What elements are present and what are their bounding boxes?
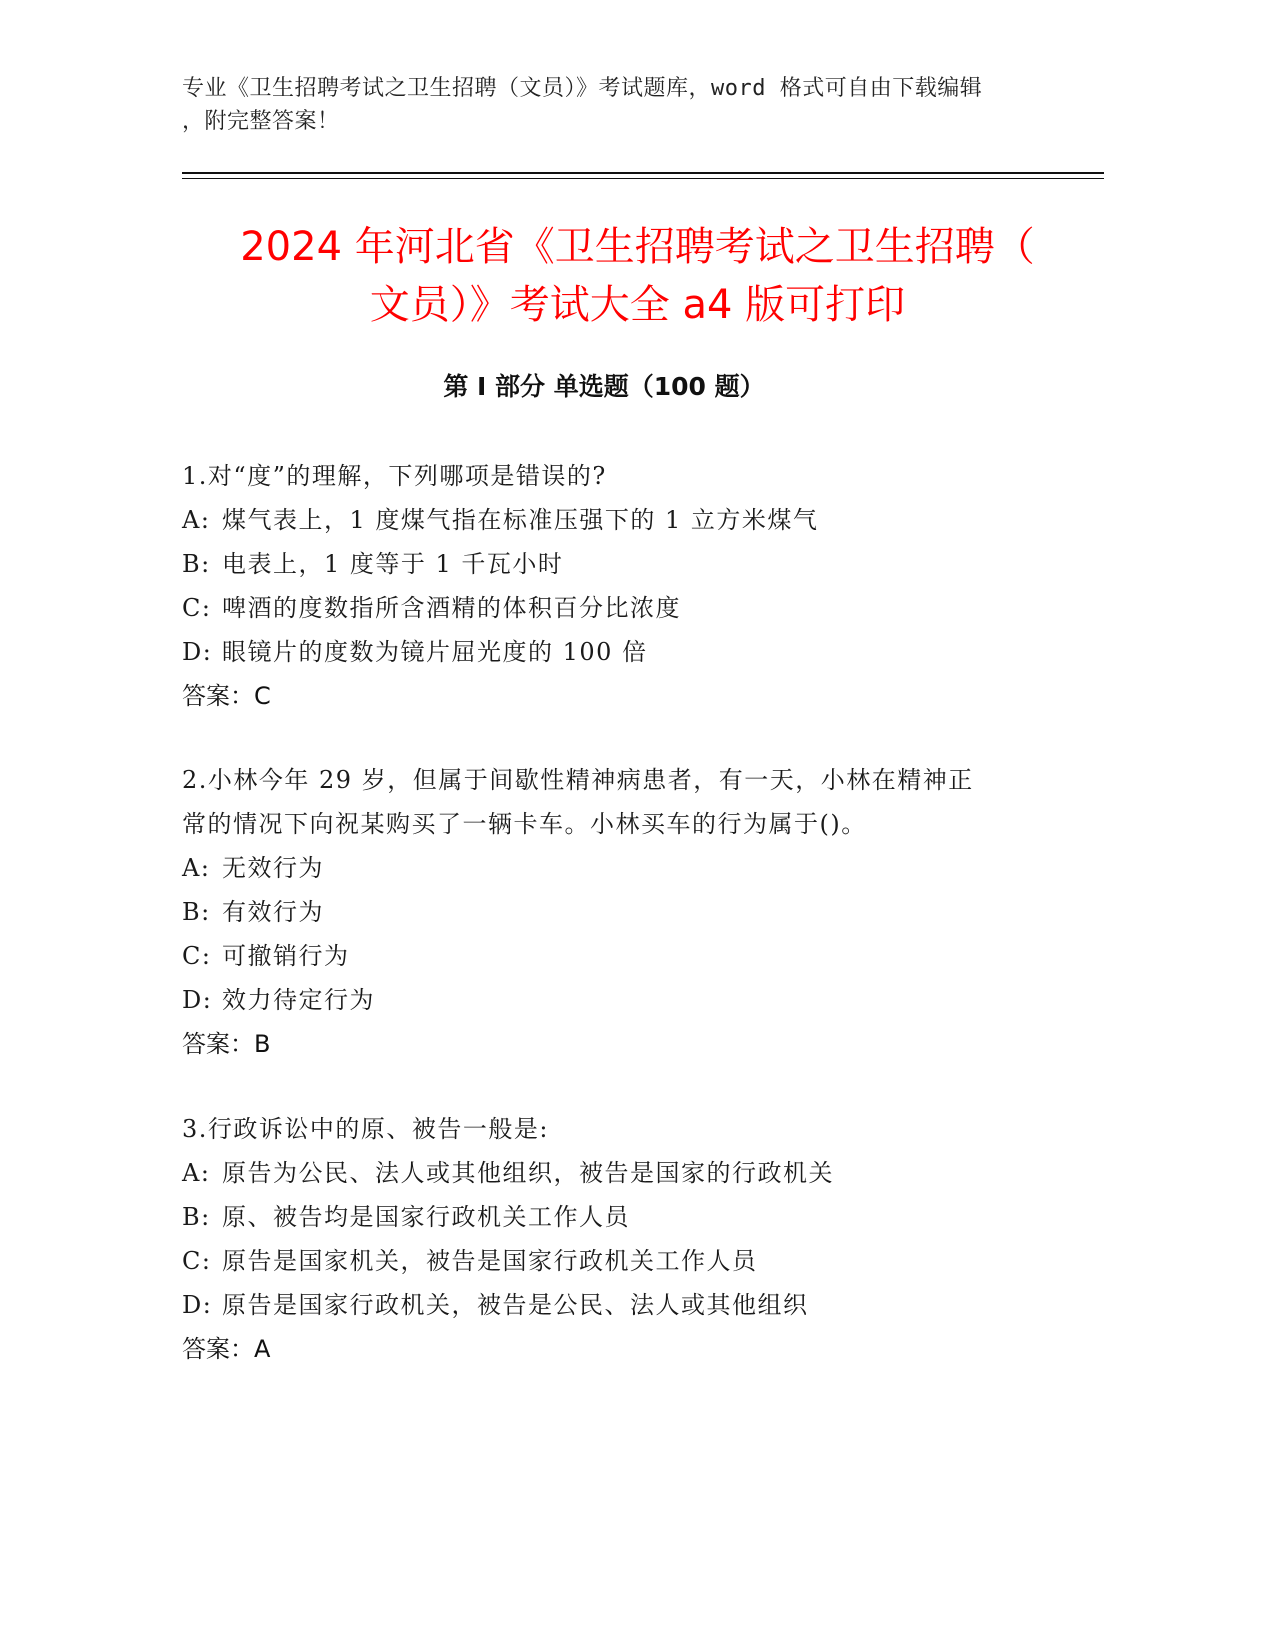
- question-2-option-b: [182, 890, 1042, 934]
- question-3-option-c: [182, 1239, 1042, 1283]
- question-1-option-d: [182, 630, 1042, 674]
- option-letter: C:: [182, 594, 212, 622]
- option-text: 啤酒的度数指所含酒精的体积百分比浓度: [222, 594, 681, 622]
- option-text: 电表上，1 度等于 1 千瓦小时: [222, 550, 564, 578]
- option-letter: D:: [182, 986, 213, 1014]
- option-letter: B:: [182, 898, 211, 926]
- document-title-line-2: 文员）》考试大全 a4 版可打印: [369, 282, 906, 328]
- question-1: [182, 454, 1042, 718]
- question-2-option-d: [182, 978, 1042, 1022]
- header-divider-thin: [182, 178, 1104, 179]
- header-note-line-2: ，附完整答案！: [182, 109, 340, 134]
- question-2-stem-line-2: 常的情况下向祝某购买了一辆卡车。小林买车的行为属于()。: [182, 810, 867, 838]
- option-text: 眼镜片的度数为镜片屈光度的 100 倍: [222, 638, 648, 666]
- option-letter: A:: [182, 1159, 211, 1187]
- section-title: 第 I 部分 单选题（100 题）: [443, 372, 765, 401]
- document-title: [150, 218, 1125, 334]
- option-letter: D:: [182, 1291, 213, 1319]
- option-letter: B:: [182, 550, 211, 578]
- option-letter: C:: [182, 942, 212, 970]
- question-2: [182, 758, 1042, 1066]
- option-text: 原告是国家机关，被告是国家行政机关工作人员: [222, 1247, 758, 1275]
- option-letter: A:: [182, 854, 211, 882]
- option-text: 原、被告均是国家行政机关工作人员: [222, 1203, 630, 1231]
- question-2-option-a: [182, 846, 1042, 890]
- header-divider-thick: [182, 172, 1104, 174]
- option-letter: C:: [182, 1247, 212, 1275]
- question-3-option-a: [182, 1151, 1042, 1195]
- question-3-answer: 答案：A: [182, 1335, 271, 1363]
- question-3: [182, 1107, 1042, 1371]
- option-text: 煤气表上，1 度煤气指在标准压强下的 1 立方米煤气: [222, 506, 819, 534]
- question-2-answer: 答案：B: [182, 1030, 271, 1058]
- option-text: 原告是国家行政机关，被告是公民、法人或其他组织: [222, 1291, 809, 1319]
- question-2-option-c: [182, 934, 1042, 978]
- option-letter: D:: [182, 638, 213, 666]
- option-text: 无效行为: [222, 854, 324, 882]
- question-3-option-d: [182, 1283, 1042, 1327]
- option-text: 效力待定行为: [222, 986, 375, 1014]
- question-2-stem-line-1: 2.小林今年 29 岁，但属于间歇性精神病患者，有一天，小林在精神正: [182, 766, 974, 794]
- question-1-option-b: [182, 542, 1042, 586]
- header-note: [182, 72, 1062, 138]
- question-1-option-c: [182, 586, 1042, 630]
- option-text: 可撤销行为: [222, 942, 350, 970]
- question-1-option-a: [182, 498, 1042, 542]
- option-letter: B:: [182, 1203, 211, 1231]
- option-text: 有效行为: [222, 898, 324, 926]
- question-1-stem: 1.对“度”的理解，下列哪项是错误的?: [182, 462, 607, 490]
- header-note-line-1: 专业《卫生招聘考试之卫生招聘（文员）》考试题库，word 格式可自由下载编辑: [182, 76, 983, 101]
- question-3-option-b: [182, 1195, 1042, 1239]
- question-3-stem: 3.行政诉讼中的原、被告一般是:: [182, 1115, 549, 1143]
- document-title-line-1: 2024 年河北省《卫生招聘考试之卫生招聘（: [240, 224, 1035, 270]
- option-letter: A:: [182, 506, 211, 534]
- option-text: 原告为公民、法人或其他组织，被告是国家的行政机关: [222, 1159, 834, 1187]
- question-1-answer: 答案：C: [182, 682, 271, 710]
